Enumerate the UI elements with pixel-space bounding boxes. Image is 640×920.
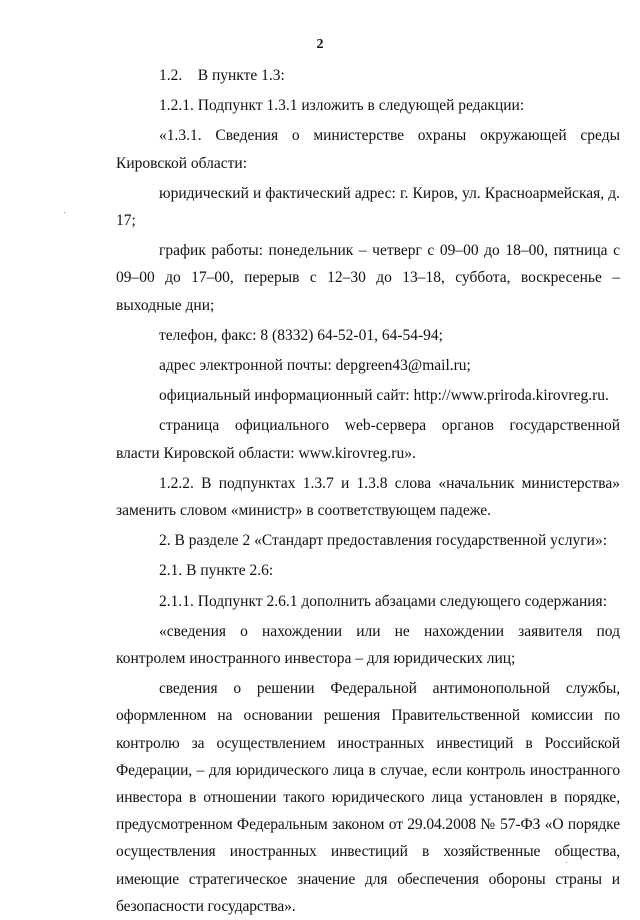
paragraph-foreign-investor: «сведения о нахождении или не нахождении заявителя под контролем иностранного инвестора – для юридических лиц; (116, 622, 620, 668)
paragraph-2-1: 2.1. В пункте 2.6: (159, 562, 274, 580)
paragraph-phone: телефон, факс: 8 (8332) 64-52-01, 64-54-94; (159, 326, 443, 344)
paragraph-email: адрес электронной почты: depgreen43@mail.ru; (159, 357, 471, 375)
scan-speck (566, 862, 567, 863)
paragraph-web-server: страница официального web-сервера органов государственной власти Кировской области: www.kirovreg.ru». (116, 417, 620, 462)
paragraph-1-2: 1.2. В пункте 1.3: (159, 67, 285, 84)
paragraph-address: юридический и фактический адрес: г. Киров, ул. Красноармейская, д. 17; (116, 184, 620, 230)
document-body (116, 62, 620, 920)
paragraph-fas-decision: сведения о решении Федеральной антимонопольной службы, оформленном на основании решения Правительственной комиссии по контролю за осуществлением иностранных инвестиций в Российской Федерации, – для юридического лица в случае, если контроль иностранного инвестора в отношении такого юридического лица установлен в порядке, предусмотренном Федеральным законом от 29.04.2008 № 57-ФЗ «О порядке осуществления иностранных инвестиций в хозяйственные общества, имеющие стратегическое значение для обеспечения обороны страны и безопасности государства». (116, 680, 620, 915)
paragraph-1-2-2: 1.2.2. В подпунктах 1.3.7 и 1.3.8 слова «начальник министерства» заменить словом «министр» в соответствующем падеже. (116, 474, 620, 520)
paragraph-section-2: 2. В разделе 2 «Стандарт предоставления государственной услуги»: (159, 532, 608, 550)
paragraph-1-3-1-intro: «1.3.1. Сведения о министерстве охраны окружающей среды Кировской области: (116, 127, 620, 172)
paragraph-1-2-1: 1.2.1. Подпункт 1.3.1 изложить в следующей редакции: (159, 97, 525, 115)
scan-speck (64, 212, 65, 213)
page-number: 2 (316, 37, 324, 52)
paragraph-2-1-1: 2.1.1. Подпункт 2.6.1 дополнить абзацами следующего содержания: (159, 592, 607, 610)
paragraph-website: официальный информационный сайт: http://www.priroda.kirovreg.ru. (159, 387, 609, 405)
paragraph-schedule: график работы: понедельник – четверг с 09–00 до 18–00, пятница с 09–00 до 17–00, перерыв с 12–30 до 13–18, суббота, воскресенье – выходные дни; (116, 242, 620, 314)
